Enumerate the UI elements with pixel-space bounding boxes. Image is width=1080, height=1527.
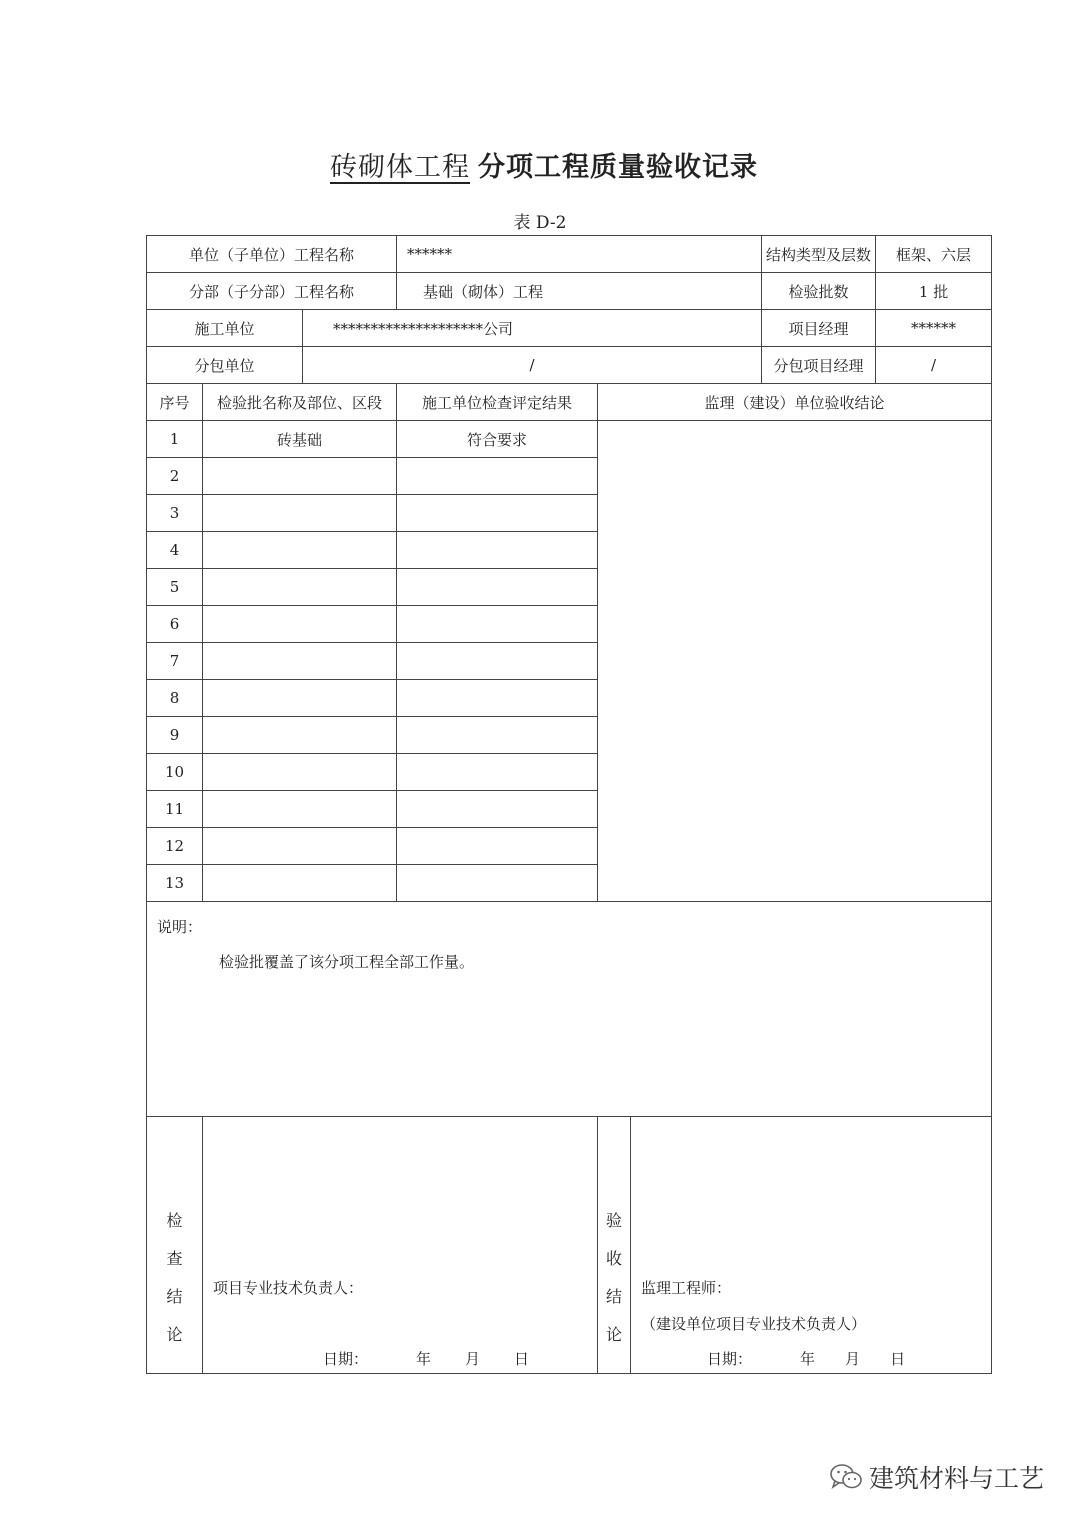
row-result [397, 754, 598, 791]
row-result [397, 532, 598, 569]
row-no: 8 [147, 680, 203, 717]
row-batch-name [203, 791, 397, 828]
col-header-result: 施工单位检查评定结果 [397, 384, 598, 421]
row-result [397, 828, 598, 865]
col-header-conclusion: 监理（建设）单位验收结论 [598, 384, 992, 421]
row-batch-name [203, 458, 397, 495]
row-result [397, 606, 598, 643]
record-table [146, 235, 992, 1374]
row-batch-name [203, 643, 397, 680]
row-no: 1 [147, 421, 203, 458]
row-batch-name [203, 569, 397, 606]
title-underlined: 砖砌体工程 [330, 152, 470, 183]
check-vertical-label: 检 查 结 论 [147, 1117, 203, 1374]
row-no: 3 [147, 495, 203, 532]
row-result [397, 569, 598, 606]
row-batch-name: 砖基础 [203, 421, 397, 458]
title-main: 分项工程质量验收记录 [478, 152, 758, 183]
row-result [397, 643, 598, 680]
accept-signer-label: 监理工程师： [641, 1279, 732, 1297]
sub-pm-value: / [876, 347, 992, 384]
row-result [397, 717, 598, 754]
check-signer-label: 项目专业技术负责人： [213, 1279, 364, 1297]
batch-count-label: 检验批数 [762, 273, 876, 310]
note-label: 说明： [157, 918, 203, 936]
note-cell [147, 902, 992, 1117]
accept-signer-sub: （建设单位项目专业技术负责人） [641, 1315, 867, 1333]
batch-count-value: 1 批 [876, 273, 992, 310]
supervision-conclusion-cell [598, 421, 992, 902]
row-batch-name [203, 828, 397, 865]
subcontractor-label: 分包单位 [147, 347, 303, 384]
row-result [397, 791, 598, 828]
row-batch-name [203, 865, 397, 902]
row-batch-name [203, 717, 397, 754]
row-result [397, 680, 598, 717]
page-title [0, 145, 1080, 184]
structure-value: 框架、六层 [876, 236, 992, 273]
row-batch-name [203, 680, 397, 717]
row-no: 10 [147, 754, 203, 791]
builder-label: 施工单位 [147, 310, 303, 347]
row-batch-name [203, 606, 397, 643]
accept-vertical-label: 验 收 结 论 [598, 1117, 631, 1374]
structure-label: 结构类型及层数 [762, 236, 876, 273]
subdivision-value: 基础（砌体）工程 [397, 273, 762, 310]
table-code: 表 D-2 [513, 213, 567, 233]
row-no: 5 [147, 569, 203, 606]
row-no: 2 [147, 458, 203, 495]
accept-signature-cell [631, 1117, 992, 1374]
row-no: 6 [147, 606, 203, 643]
row-no: 7 [147, 643, 203, 680]
row-no: 9 [147, 717, 203, 754]
col-header-no: 序号 [147, 384, 203, 421]
brand-name: 建筑材料与工艺 [868, 1464, 1044, 1493]
col-header-batch: 检验批名称及部位、区段 [203, 384, 397, 421]
row-result [397, 495, 598, 532]
subcontractor-value: / [303, 347, 762, 384]
wechat-icon [829, 1462, 863, 1492]
row-batch-name [203, 754, 397, 791]
check-date: 日期： 年 月 日 [323, 1350, 530, 1368]
watermark [829, 1459, 1044, 1495]
unit-name-value: ****** [397, 236, 762, 273]
row-no: 12 [147, 828, 203, 865]
subdivision-label: 分部（子分部）工程名称 [147, 273, 397, 310]
project-manager-label: 项目经理 [762, 310, 876, 347]
row-no: 4 [147, 532, 203, 569]
row-batch-name [203, 532, 397, 569]
project-manager-value: ****** [876, 310, 992, 347]
row-result: 符合要求 [397, 421, 598, 458]
row-no: 13 [147, 865, 203, 902]
note-text: 检验批覆盖了该分项工程全部工作量。 [219, 953, 475, 971]
sub-pm-label: 分包项目经理 [762, 347, 876, 384]
builder-value: ********************公司 [303, 310, 762, 347]
row-batch-name [203, 495, 397, 532]
check-signature-cell [203, 1117, 598, 1374]
row-no: 11 [147, 791, 203, 828]
row-result [397, 458, 598, 495]
accept-date: 日期： 年 月 日 [707, 1350, 906, 1368]
unit-name-label: 单位（子单位）工程名称 [147, 236, 397, 273]
row-result [397, 865, 598, 902]
